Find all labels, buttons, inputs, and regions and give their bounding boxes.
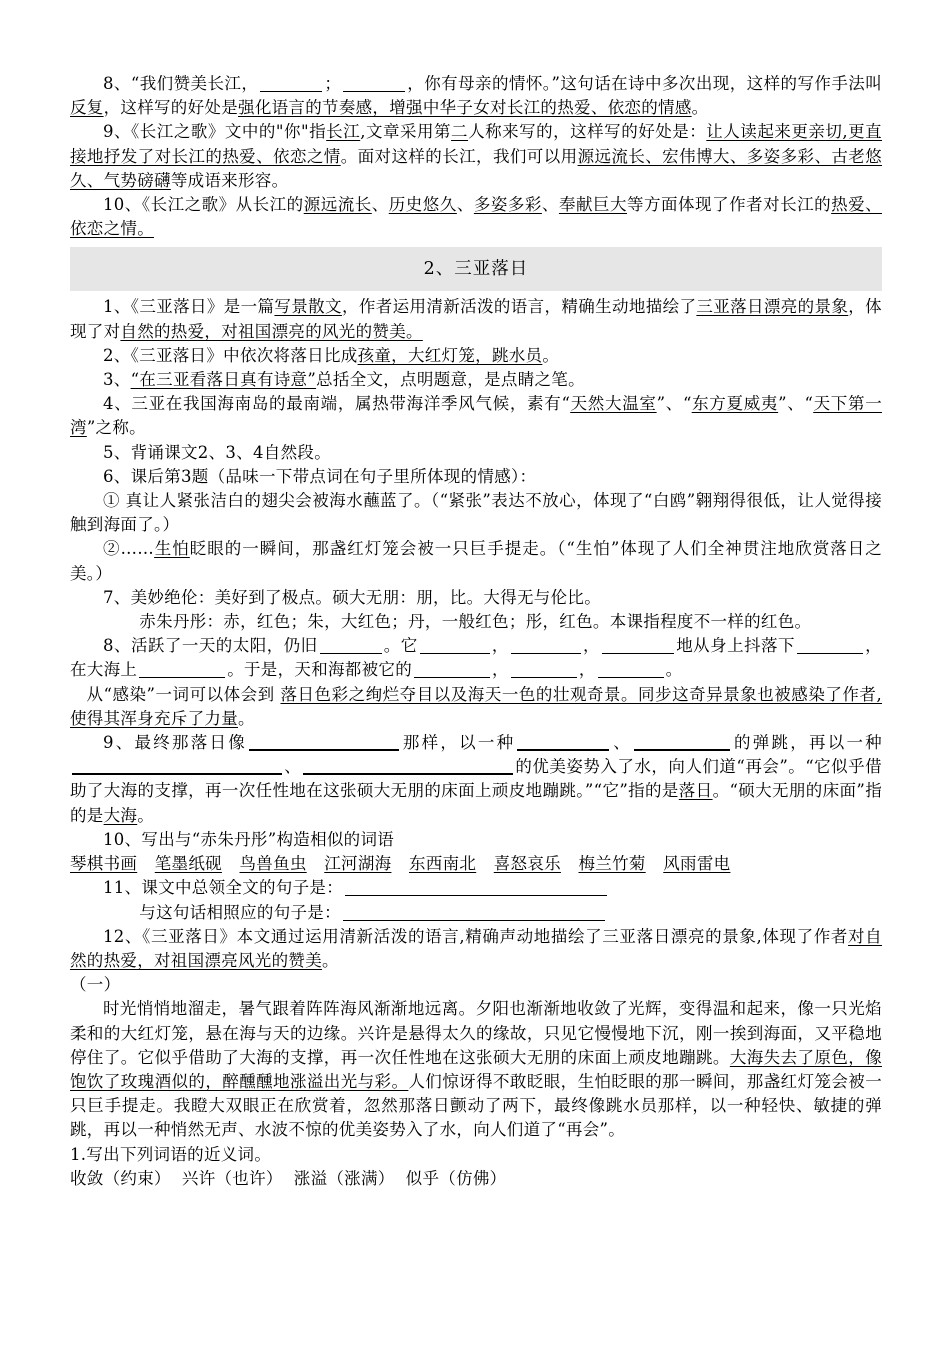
blank [343, 74, 405, 92]
answer: “在三亚看落日真有诗意” [130, 370, 317, 390]
blank [249, 732, 399, 751]
answer: 历史悠久 [388, 195, 457, 215]
blank [634, 732, 730, 751]
answer: 孩童，大红灯笼，跳水员 [357, 345, 543, 365]
answer: 写景散文 [274, 297, 342, 317]
reading-question-1: 1.写出下列词语的近义词。 [70, 1144, 272, 1164]
question-8-note: 从“感染”一词可以体会到 落日色彩之绚烂夺目以及海天一色的壮观奇景。同步这奇异景象也被感染了作者,使得其浑身充斥了力量。 [70, 684, 882, 728]
blank [139, 660, 225, 678]
question-8-changjiang: 8、“我们赞美长江， ； ，你有母亲的情怀。”这句话在诗中多次出现，这样的写作手法叫反复，这样写的好处是强化语言的节奏感，增强中华子女对长江的热爱、依恋的情感。 [70, 74, 882, 118]
answer: 多姿多彩 [473, 195, 542, 215]
answer: 生怕 [154, 539, 190, 559]
question-7: 7、美妙绝伦：美好到了极点。硕大无朋：朋，比。大得无与伦比。 [103, 587, 601, 607]
answer: 长江 [326, 122, 361, 142]
blank [598, 660, 664, 678]
blank [72, 756, 282, 775]
question-9-changjiang: 9、《长江之歌》文中的"你"指长江,文章采用第二人称来写的，这样写的好处是：让人读起来更亲切,更直接地抒发了对长江的热爱、依恋之情。面对这样的长江，我们可以用源远流长、宏伟博大、多姿多彩、古老悠久、气势磅礴等成语来形容。 [70, 122, 882, 190]
answer: 反复 [70, 98, 104, 118]
answer: 自然的热爱，对祖国漂亮的风光的赞美。 [120, 321, 423, 341]
answer: 让人读起来更亲切,更直接地抒发了对长江的热爱、依恋之情 [70, 122, 882, 166]
answer: 落日 [678, 781, 713, 801]
blank [797, 636, 863, 654]
blank [420, 636, 490, 654]
answer: 天下第一湾 [70, 394, 882, 438]
answer: 东方夏威夷 [691, 394, 779, 414]
underlined-sentence: 大海失去了原色，像饱饮了玫瑰酒似的，醉醺醺地涨溢出光与彩。 [70, 1047, 882, 1091]
question-8: 8、活跃了一天的太阳，仍旧 。它 ， ， 地从身上抖落下 ，在大海上 。于是，天和海都被它的 ， ， 。 [70, 636, 882, 680]
blank [602, 636, 674, 654]
blank [511, 660, 577, 678]
blank [517, 732, 609, 751]
question-11-echo: 与这句话相照应的句子是： [70, 901, 882, 925]
answer: 热爱、依恋之情。 [70, 195, 882, 239]
blank [511, 636, 581, 654]
question-12: 12、《三亚落日》本文通过运用清新活泼的语言,精确声动地描绘了三亚落日漂亮的景象,体现了作者对自然的热爱，对祖国漂亮风光的赞美。 [70, 926, 882, 970]
question-9: 9、最终那落日像 那样，以一种 、 的弹跳，再以一种、 的优美姿势入了水，向人们道“再会”。“它似乎借助了大海的支撑，再一次任性地在这张硕大无朋的床面上顽皮地蹦跳。”“它”指的是落日。“硕大无朋的床面”指的是大海。 [70, 733, 882, 825]
question-11: 11、课文中总领全文的句子是： [70, 876, 882, 900]
question-6-item-2: ②……生怕眨眼的一瞬间，那盏红灯笼会被一只巨手提走。（“生怕”体现了人们全神贯注地欣赏落日之美。） [70, 539, 883, 583]
reading-heading: （一） [70, 975, 121, 995]
question-10-changjiang: 10、《长江之歌》从长江的源远流长、历史悠久、多姿多彩、奉献巨大等方面体现了作者对长江的热爱、依恋之情。 [70, 195, 882, 239]
word-item: 琴棋书画 [70, 854, 138, 874]
question-2: 2、《三亚落日》中依次将落日比成孩童，大红灯笼，跳水员。 [103, 345, 560, 365]
reading-answer-1: 收敛（约束） 兴许（也许） 涨溢（涨满） 似乎（仿佛） [70, 1168, 507, 1188]
answer: 奉献巨大 [558, 195, 627, 215]
word-item: 梅兰竹菊 [578, 854, 646, 874]
blank [345, 878, 607, 896]
answer: 三亚落日漂亮的景象 [696, 297, 849, 317]
blank [320, 636, 382, 654]
word-item: 喜怒哀乐 [493, 854, 561, 874]
word-item: 笔墨纸砚 [154, 854, 222, 874]
reading-passage: 时光悄悄地溜走，暑气跟着阵阵海风渐渐地远离。夕阳也渐渐地收敛了光辉，变得温和起来，像一只光焰柔和的大红灯笼，悬在海与天的边缘。兴许是悬得太久的缘故，只见它慢慢地下沉，刚一挨到海面，又平稳地停住了。它似乎借助了大海的支撑，再一次任性地在这张硕大无朋的床面上顽皮地蹦跳。大海失去了原色，像饱饮了玫瑰酒似的，醉醺醺地涨溢出光与彩。人们惊讶得不敢眨眼，生怕眨眼的那一瞬间，那盏红灯笼会被一只巨手提走。我瞪大双眼正在欣赏着，忽然那落日颤动了两下，最终像跳水员那样，以一种轻快、敏捷的弹跳，再以一种悄然无声、水波不惊的优美姿势入了水，向人们道了“再会”。 [70, 999, 883, 1140]
word-item: 鸟兽鱼虫 [239, 854, 307, 874]
question-6-item-1: ① 真让人紧张洁白的翅尖会被海水蘸蓝了。（“紧张”表达不放心，体现了“白鸥”翱翔得很低，让人觉得接触到海面了。） [70, 491, 882, 535]
answer: 对自然的热爱，对祖国漂亮风光的赞美 [70, 926, 882, 970]
question-3: 3、“在三亚看落日真有诗意”总括全文，点明题意，是点睛之笔。 [103, 370, 585, 390]
answer: 源远流长、宏伟博大、多姿多彩、古老悠久、气势磅礴 [70, 146, 882, 190]
answer: 强化语言的节奏感，增强中华子女对长江的热爱、依恋的情感 [238, 98, 692, 118]
question-6: 6、课后第3题（品味一下带点词在句子里所体现的情感）： [103, 466, 537, 486]
question-10: 10、写出与“赤朱丹彤”构造相似的词语 [103, 829, 395, 849]
question-5: 5、背诵课文2、3、4自然段。 [103, 442, 331, 462]
answer: 天然大温室 [570, 394, 657, 414]
word-item: 风雨雷电 [663, 854, 731, 874]
blank [260, 74, 322, 92]
question-4: 4、三亚在我国海南岛的最南端，属热带海洋季风气候，素有“天然大温室”、“东方夏威夷”、“天下第一湾”之称。 [70, 394, 882, 438]
answer: 源远流长 [303, 195, 372, 215]
word-item: 江河湖海 [324, 854, 392, 874]
answer: 大海 [103, 805, 138, 825]
worksheet-page [70, 72, 882, 1191]
question-1: 1、《三亚落日》是一篇写景散文，作者运用清新活泼的语言，精确生动地描绘了三亚落日漂亮的景象，体现了对自然的热爱，对祖国漂亮的风光的赞美。 [70, 297, 882, 341]
blank [303, 756, 513, 775]
question-7-detail: 赤朱丹彤：赤，红色；朱，大红色；丹，一般红色；彤，红色。本课指程度不一样的红色。 [139, 612, 812, 632]
word-item: 东西南北 [409, 854, 477, 874]
blank [343, 903, 605, 921]
answer: 落日色彩之绚烂夺目以及海天一色的壮观奇景。同步这奇异景象也被感染了作者,使得其浑身充斥了力量 [70, 684, 882, 728]
question-10-words [70, 852, 882, 876]
section-title: 2、三亚落日 [70, 247, 882, 291]
blank [414, 660, 490, 678]
answer: 二 [451, 122, 469, 142]
